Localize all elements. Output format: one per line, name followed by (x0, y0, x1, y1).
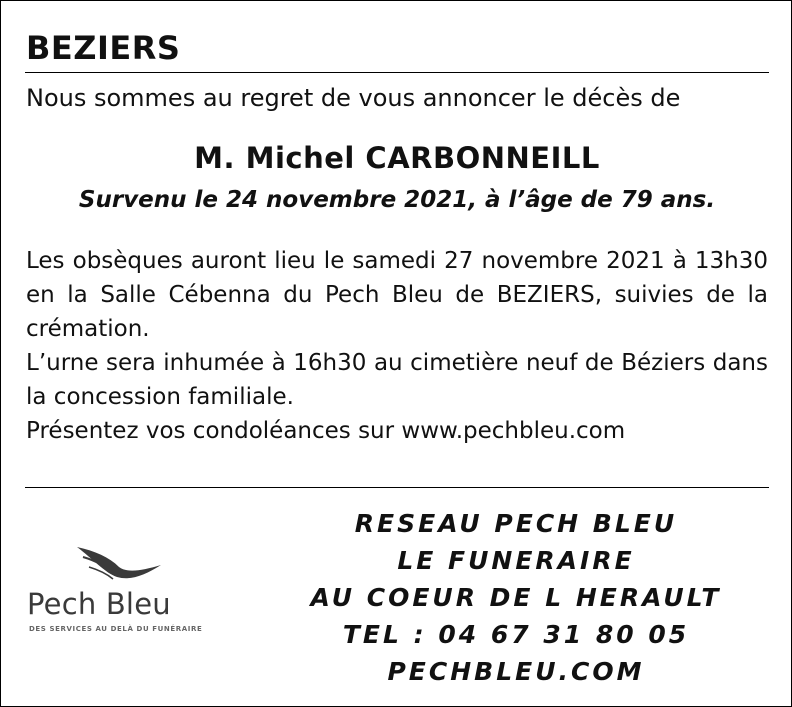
logo-tagline: DES SERVICES AU DELÀ DU FUNÉRAIRE (29, 625, 203, 633)
funeral-home-contact (251, 505, 781, 690)
condolences-paragraph: Présentez vos condoléances sur www.pechbleu.com (26, 418, 626, 444)
funeral-paragraph: Les obsèques auront lieu le samedi 27 novembre 2021 à 13h30 en la Salle Cébenna du Pech Bleu de BEZIERS, suivies de la crémation. (26, 248, 768, 342)
header-divider (25, 72, 769, 73)
deceased-name: M. Michel CARBONNEILL (194, 141, 600, 175)
pech-bleu-logo (25, 543, 215, 639)
bird-icon (75, 543, 165, 587)
ceremony-details (26, 244, 768, 448)
contact-phone: TEL : 04 67 31 80 05 (342, 620, 690, 649)
section-divider (25, 487, 769, 488)
death-date-line: Survenu le 24 novembre 2021, à l’âge de 79 ans. (78, 187, 716, 213)
contact-line: AU COEUR DE L HERAULT (310, 583, 722, 612)
urn-paragraph: L’urne sera inhumée à 16h30 au cimetière neuf de Béziers dans la concession familiale. (26, 350, 768, 410)
contact-website: PECHBLEU.COM (387, 657, 645, 686)
contact-line: LE FUNERAIRE (397, 546, 635, 575)
intro-text: Nous sommes au regret de vous annoncer le décès de (26, 84, 681, 112)
logo-wordmark: Pech Bleu (27, 587, 171, 621)
contact-line: RESEAU PECH BLEU (354, 509, 678, 538)
city-heading: BEZIERS (26, 29, 181, 67)
